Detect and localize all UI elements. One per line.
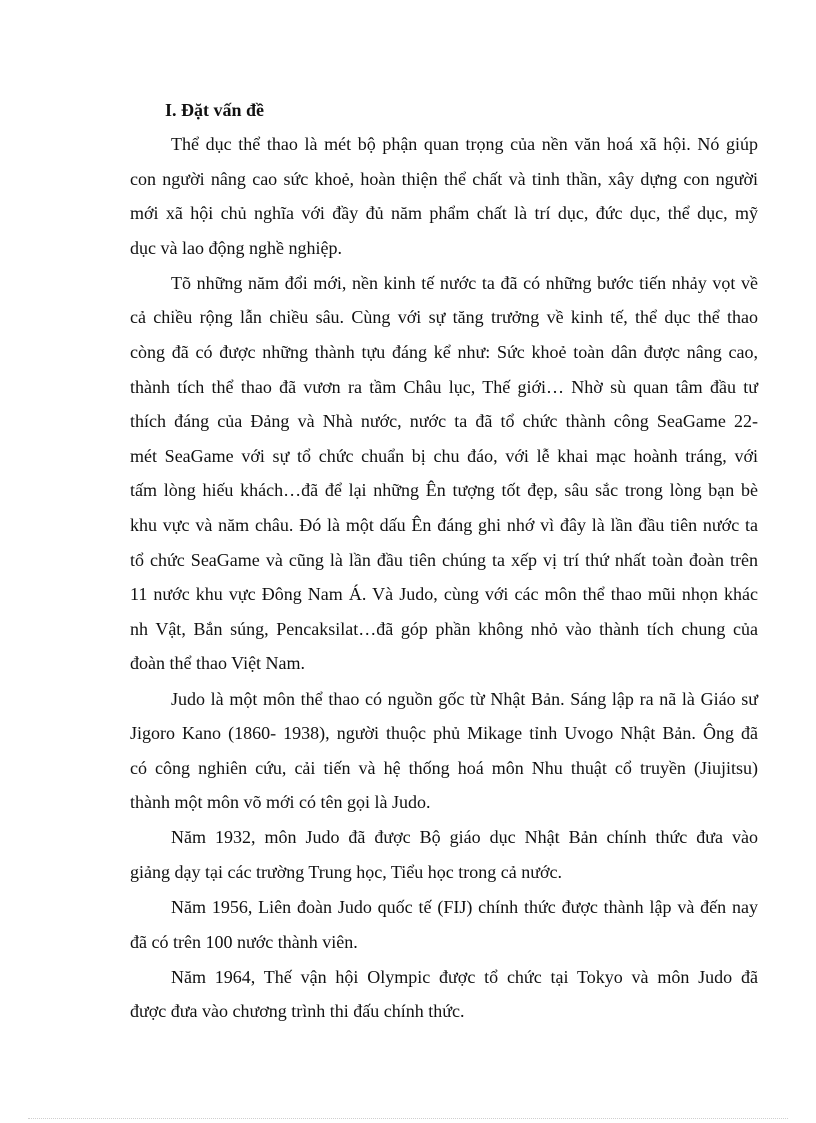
text-line: thành tích thể thao đã vươn ra tầm Châu lục, Thế giới… Nhờ sù quan tâm đầu tư: [130, 376, 758, 397]
page-bottom-rule: [28, 1118, 788, 1119]
text-line: còng đã có được những thành tựu đáng kể như: Sức khoẻ toàn dân được nâng cao,: [130, 342, 758, 363]
text-line: mét SeaGame với sự tổ chức chuẩn bị chu đáo, với lễ khai mạc hoành tráng, với: [130, 445, 758, 466]
paragraph-3: [130, 682, 758, 820]
text-line: dục và lao động nghề nghiệp.: [130, 237, 342, 258]
document-body: [130, 93, 758, 1029]
text-line: Judo là một môn thể thao có nguồn gốc từ Nhật Bản. Sáng lập ra nã là Giáo sư: [171, 688, 758, 709]
text-line: khu vực và năm châu. Đó là một dấu Ên đáng ghi nhớ vì đây là lần đầu tiên nước ta: [130, 515, 758, 536]
text-line: nh Vật, Bắn súng, Pencaksilat…đã góp phần không nhỏ vào thành tích chung của: [130, 618, 758, 639]
text-line: Jigoro Kano (1860- 1938), người thuộc phủ Mikage tỉnh Uvogo Nhật Bản. Ông đã: [130, 723, 758, 744]
text-line: đã có trên 100 nước thành viên.: [130, 931, 358, 952]
text-line: Năm 1956, Liên đoàn Judo quốc tế (FIJ) chính thức được thành lập và đến nay: [171, 897, 758, 918]
text-line: cả chiều rộng lẫn chiều sâu. Cùng với sự tăng trưởng về kinh tế, thể dục thể thao: [130, 307, 758, 328]
text-line: tổ chức SeaGame và cũng là lần đầu tiên chúng ta xếp vị trí thứ nhất toàn đoàn trên: [130, 549, 758, 570]
text-line: giảng dạy tại các trường Trung học, Tiểu học trong cả nước.: [130, 861, 562, 882]
text-line: thích đáng của Đảng và Nhà nước, nước ta đã tổ chức thành công SeaGame 22-: [130, 411, 758, 432]
text-line: Tõ những năm đổi mới, nền kinh tế nước ta đã có những bước tiến nhảy vọt về: [171, 272, 758, 293]
text-line: có công nghiên cứu, cải tiến và hệ thống hoá môn Nhu thuật cổ truyền (Jiujitsu): [130, 757, 758, 778]
paragraph-4: [130, 820, 758, 889]
text-line: thành một môn võ mới có tên gọi là Judo.: [130, 792, 431, 813]
paragraph-6: [130, 960, 758, 1029]
text-line: tấm lòng hiếu khách…đã để lại những Ên tượng tốt đẹp, sâu sắc trong lòng bạn bè: [130, 480, 758, 501]
paragraph-2: [130, 266, 758, 681]
text-line: Năm 1932, môn Judo đã được Bộ giáo dục Nhật Bản chính thức đưa vào: [171, 827, 758, 848]
paragraph-1: [130, 127, 758, 265]
text-line: Thể dục thể thao là mét bộ phận quan trọng của nền văn hoá xã hội. Nó giúp: [171, 134, 758, 154]
text-line: được đưa vào chương trình thi đấu chính thức.: [130, 1001, 465, 1022]
text-line: 11 nước khu vực Đông Nam Á. Và Judo, cùng với các môn thể thao mũi nhọn khác: [130, 584, 758, 605]
text-line: Năm 1964, Thế vận hội Olympic được tổ chức tại Tokyo và môn Judo đã: [171, 966, 758, 987]
text-line: con người nâng cao sức khoẻ, hoàn thiện thể chất và tinh thần, xây dựng con người: [130, 168, 758, 189]
text-line: mới xã hội chủ nghĩa với đầy đủ năm phẩm chất là trí dục, đức dục, thể dục, mỹ: [130, 203, 758, 224]
section-heading: I. Đặt vấn đề: [165, 100, 265, 120]
text-line: đoàn thể thao Việt Nam.: [130, 653, 306, 674]
paragraph-5: [130, 890, 758, 959]
